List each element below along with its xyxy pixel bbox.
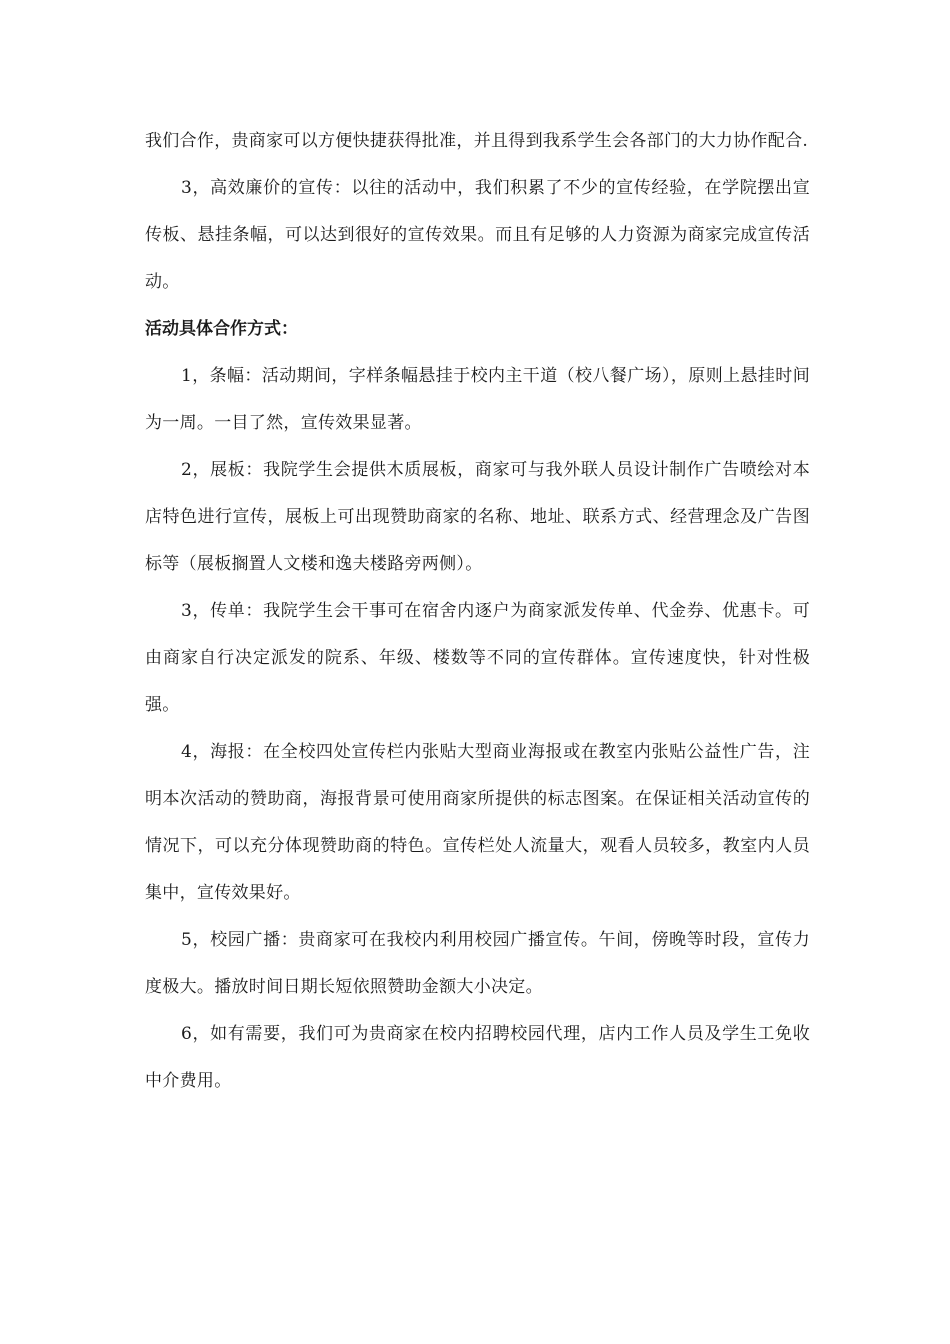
intro-paragraph-publicity: 3，高效廉价的宣传：以往的活动中，我们积累了不少的宣传经验，在学院摆出宣传板、悬挂条幅，可以达到很好的宣传效果。而且有足够的人力资源为商家完成宣传活动。 <box>145 178 810 292</box>
item-display-board: 2，展板：我院学生会提供木质展板，商家可与我外联人员设计制作广告喷绘对本店特色进行宣传，展板上可出现赞助商家的名称、地址、联系方式、经营理念及广告图标等（展板搁置人文楼和逸夫楼路旁两侧）。 <box>145 460 810 574</box>
item-banner: 1，条幅：活动期间，字样条幅悬挂于校内主干道（校八餐广场），原则上悬挂时间为一周。一目了然，宣传效果显著。 <box>145 366 810 433</box>
section-heading: 活动具体合作方式： <box>145 319 298 339</box>
item-flyers: 3，传单：我院学生会干事可在宿舍内逐户为商家派发传单、代金券、优惠卡。可由商家自行决定派发的院系、年级、楼数等不同的宣传群体。宣传速度快，针对性极强。 <box>145 601 810 715</box>
item-campus-radio: 5，校园广播：贵商家可在我校内利用校园广播宣传。午间，傍晚等时段，宣传力度极大。播放时间日期长短依照赞助金额大小决定。 <box>145 930 810 997</box>
item-posters: 4，海报：在全校四处宣传栏内张贴大型商业海报或在教室内张贴公益性广告，注明本次活动的赞助商，海报背景可使用商家所提供的标志图案。在保证相关活动宣传的情况下，可以充分体现赞助商的特色。宣传栏处人流量大，观看人员较多，教室内人员集中，宣传效果好。 <box>145 742 810 903</box>
item-campus-agent: 6，如有需要，我们可为贵商家在校内招聘校园代理，店内工作人员及学生工免收中介费用。 <box>145 1024 810 1091</box>
intro-paragraph-continuation: 我们合作，贵商家可以方便快捷获得批准，并且得到我系学生会各部门的大力协作配合. <box>145 131 809 151</box>
document-page <box>145 118 810 1105</box>
